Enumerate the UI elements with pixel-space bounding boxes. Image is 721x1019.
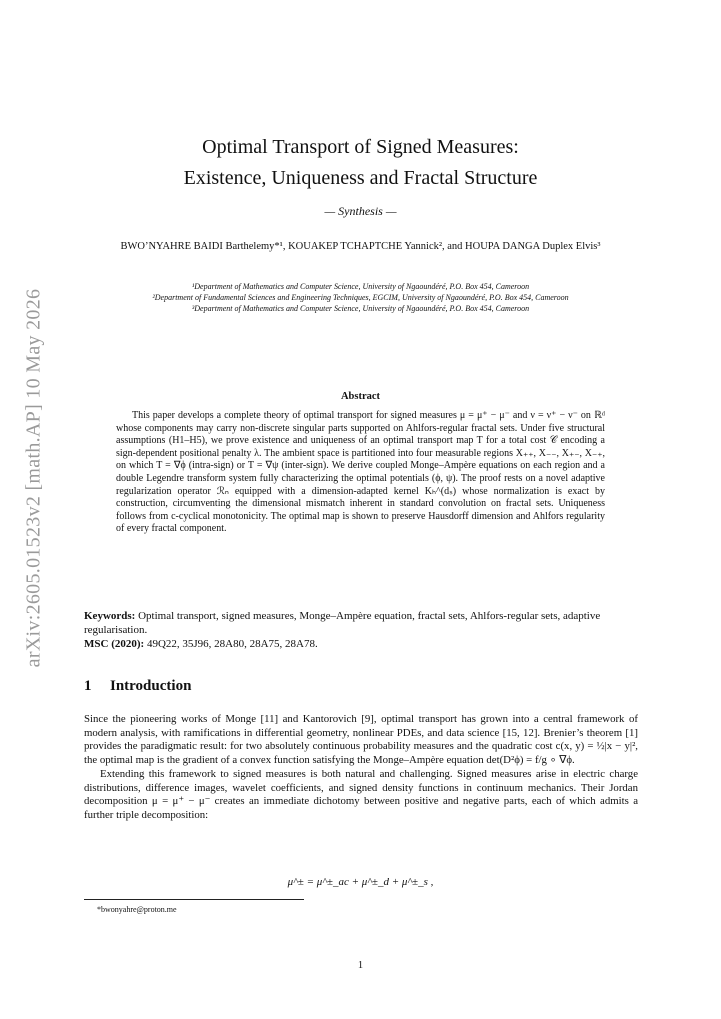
section-heading bbox=[84, 678, 191, 695]
affiliation-1: ¹Department of Mathematics and Computer Science, University of Ngaoundéré, P.O. Box 454, Cameroon bbox=[191, 282, 530, 291]
footnote-email: *bwonyahre@proton.me bbox=[97, 905, 177, 914]
keywords-label: Keywords: bbox=[84, 610, 136, 622]
intro-paragraph-2: Extending this framework to signed measures is both natural and challenging. Signed measures arise in electric charge distributions, difference images, wavelet coefficients, and signed density functions in continuum mechanics. Their Jordan decomposition μ = μ⁺ − μ⁻ creates an immediate dichotomy between positive and negative parts, each of which admits a further triple decomposition: bbox=[84, 767, 638, 821]
display-equation: μ^± = μ^±_ac + μ^±_d + μ^±_s , bbox=[287, 876, 434, 888]
msc-codes: 49Q22, 35J96, 28A80, 28A75, 28A78. bbox=[146, 638, 318, 650]
affiliation-3: ³Department of Mathematics and Computer Science, University of Ngaoundéré, P.O. Box 454, Cameroon bbox=[191, 304, 530, 313]
msc-label: MSC (2020): bbox=[84, 638, 145, 650]
keywords-block bbox=[84, 609, 638, 651]
intro-paragraph-1: Since the pioneering works of Monge [11] and Kantorovich [9], optimal transport has grown into a central framework of modern analysis, with ramifications in differential geometry, nonlinear PDEs, and data science [15, 12]. Brenier’s theorem [1] provides the paradigmatic result: for two absolutely continuous probability measures and the quadratic cost c(x, y) = ½|x − y|², the optimal map is the gradient of a convex function satisfying the Monge–Ampère equation det(D²ϕ) = f/g ∘ ∇ϕ. bbox=[84, 713, 638, 767]
section-title: Introduction bbox=[110, 678, 192, 694]
footnote-rule bbox=[84, 899, 304, 900]
affiliation-2: ²Department of Fundamental Sciences and Engineering Techniques, EGCIM, University of Ngaoundéré, P.O. Box 454, Cameroon bbox=[152, 293, 569, 302]
paper-title bbox=[0, 132, 721, 194]
affiliations bbox=[86, 281, 635, 314]
abstract-text: This paper develops a complete theory of optimal transport for signed measures μ = μ⁺ − μ⁻ and ν = ν⁺ − ν⁻ on ℝᵈ whose components may carry non-discrete singular parts supported on Ahlfors-regular fractal sets. Under five structural assumptions (H1–H5), we prove existence and uniqueness of an optimal transport map T for a total cost 𝒞 encoding a sign-dependent positional penalty λ. The ambient space is partitioned into four measurable regions X₊₊, X₋₋, X₊₋, X₋₊, on which T = ∇ϕ (intra-sign) or T = ∇ψ (inter-sign). We derive coupled Monge–Ampère equations on each region and a double Legendre transform system fully characterizing the optimal potentials (ϕ, ψ). The proof rests on a novel adaptive regularization operator ℛₙ equipped with a dimension-adapted kernel Kₕ^(dₛ) whose normalization is exact by construction, circumventing the dimensional mismatch inherent in standard convolution on fractal sets. Uniqueness follows from c-cyclical monotonicity. The optimal map is shown to preserve Hausdorff dimension and Ahlfors regularity of every fractal component. bbox=[116, 410, 605, 535]
msc-line bbox=[84, 637, 638, 651]
page-number: 1 bbox=[357, 960, 364, 971]
introduction-text bbox=[84, 713, 638, 823]
title-line-1: Optimal Transport of Signed Measures: bbox=[202, 136, 519, 158]
paper-subtitle: — Synthesis — bbox=[324, 204, 397, 218]
keywords-text: Optimal transport, signed measures, Monge–Ampère equation, fractal sets, Ahlfors-regular sets, adaptive regularisation. bbox=[84, 610, 601, 636]
section-number: 1 bbox=[84, 678, 92, 694]
author-list: BWO’NYAHRE BAIDI Barthelemy*¹, KOUAKEP TCHAPTCHE Yannick², and HOUPA DANGA Duplex Elvis³ bbox=[120, 241, 601, 252]
keywords-line bbox=[84, 609, 638, 637]
abstract-heading: Abstract bbox=[340, 391, 381, 402]
arxiv-identifier: arXiv:2605.01523v2 [math.AP] 10 May 2026 bbox=[22, 288, 45, 668]
title-line-2: Existence, Uniqueness and Fractal Structure bbox=[183, 167, 538, 189]
